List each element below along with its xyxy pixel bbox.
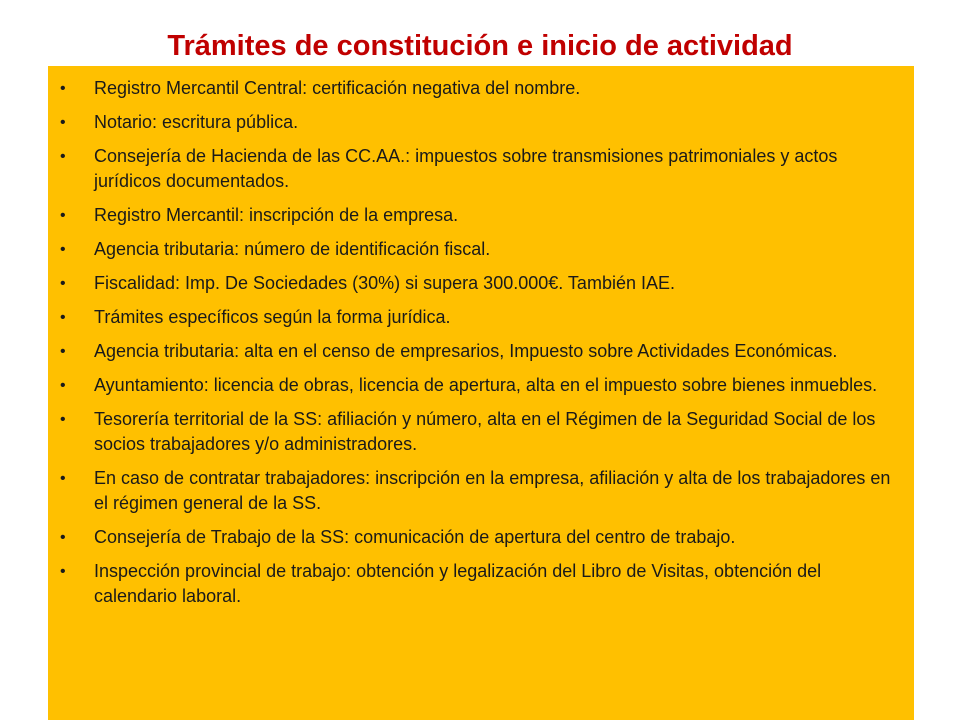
bullet-icon: • [60,148,66,165]
list-item [48,271,906,296]
list-item [48,110,906,135]
bullet-icon: • [60,563,66,580]
list-item-text: Ayuntamiento: licencia de obras, licencia de apertura, alta en el impuesto sobre bienes inmuebles. [94,375,878,395]
list-item-text: Trámites específicos según la forma jurídica. [94,307,451,327]
list-item [48,525,906,550]
bullet-icon: • [60,343,66,360]
list-item [48,237,906,262]
bullet-icon: • [60,207,66,224]
list-item-text: Consejería de Hacienda de las CC.AA.: impuestos sobre transmisiones patrimoniales y actos jurídicos documentados. [94,146,838,191]
list-item [48,305,906,330]
bullet-icon: • [60,529,66,546]
bullet-list [48,76,906,609]
content-panel [48,66,914,720]
list-item-text: Inspección provincial de trabajo: obtención y legalización del Libro de Visitas, obtención del calendario laboral. [94,561,822,606]
list-item [48,466,906,516]
slide-title: Trámites de constitución e inicio de actividad [167,30,793,62]
bullet-icon: • [60,411,66,428]
list-item-text: Registro Mercantil: inscripción de la empresa. [94,205,459,225]
list-item [48,407,906,457]
list-item [48,339,906,364]
bullet-icon: • [60,114,66,131]
list-item-text: Consejería de Trabajo de la SS: comunicación de apertura del centro de trabajo. [94,527,736,547]
bullet-icon: • [60,309,66,326]
list-item [48,373,906,398]
bullet-icon: • [60,241,66,258]
list-item-text: Notario: escritura pública. [94,112,299,132]
list-item [48,76,906,101]
list-item [48,144,906,194]
list-item-text: Registro Mercantil Central: certificación negativa del nombre. [94,78,581,98]
bullet-icon: • [60,470,66,487]
list-item-text: Tesorería territorial de la SS: afiliación y número, alta en el Régimen de la Seguridad Social de los socios trabajadores y/o administradores. [94,409,876,454]
bullet-icon: • [60,377,66,394]
list-item-text: En caso de contratar trabajadores: inscripción en la empresa, afiliación y alta de los trabajadores en el régimen general de la SS. [94,468,891,513]
bullet-icon: • [60,275,66,292]
list-item-text: Agencia tributaria: alta en el censo de empresarios, Impuesto sobre Actividades Económicas. [94,341,838,361]
bullet-icon: • [60,80,66,97]
list-item-text: Fiscalidad: Imp. De Sociedades (30%) si supera 300.000€. También IAE. [94,273,675,293]
list-item [48,559,906,609]
list-item [48,203,906,228]
list-item-text: Agencia tributaria: número de identificación fiscal. [94,239,491,259]
